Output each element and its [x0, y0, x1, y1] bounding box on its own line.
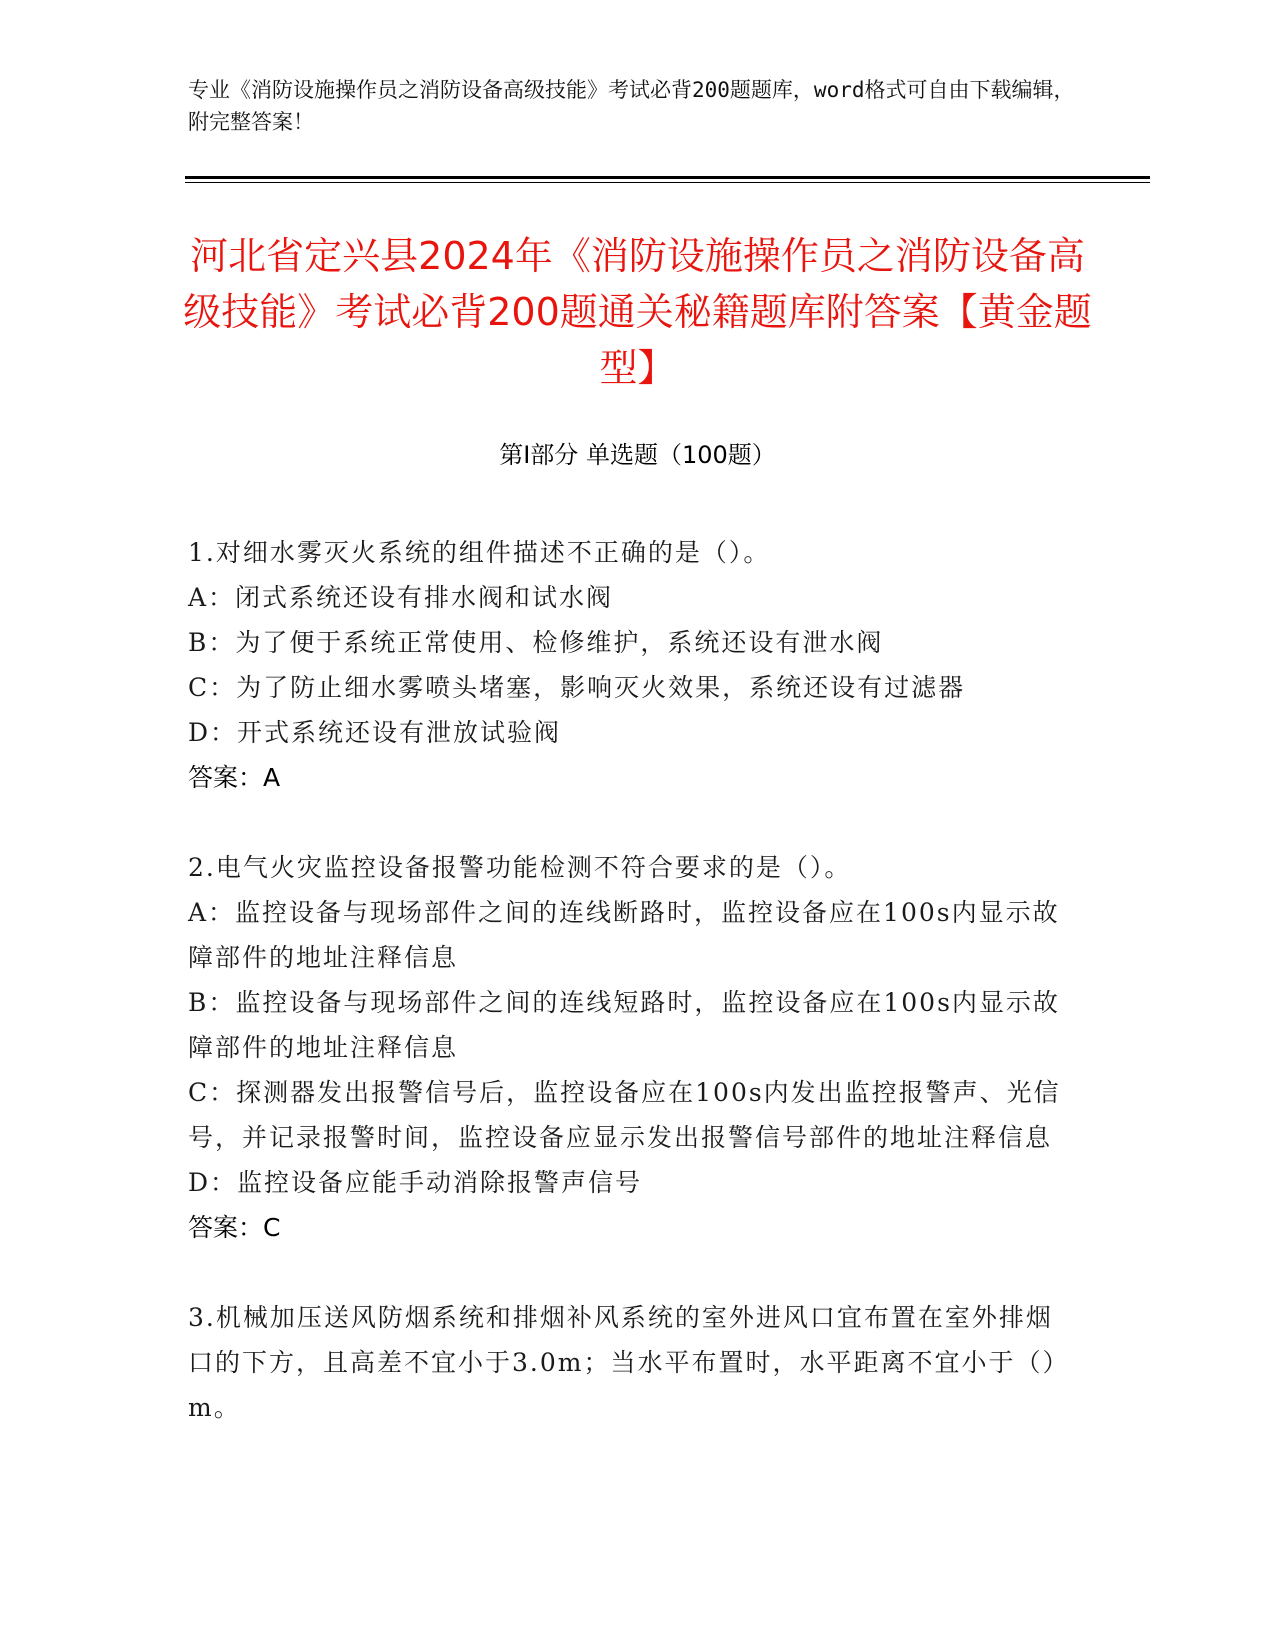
option-b: B：为了便于系统正常使用、检修维护，系统还设有泄水阀: [188, 628, 884, 657]
question-3: [188, 1295, 1068, 1430]
option-d: D：开式系统还设有泄放试验阀: [188, 718, 562, 747]
header-note: 专业《消防设施操作员之消防设备高级技能》考试必背200题题库，word格式可自由下载编辑，附完整答案！: [188, 78, 1075, 134]
option-d: D：监控设备应能手动消除报警声信号: [188, 1168, 643, 1197]
question-1: [188, 530, 1068, 800]
question-stem: 3.机械加压送风防烟系统和排烟补风系统的室外进风口宜布置在室外排烟口的下方，且高差不宜小于3.0m；当水平布置时，水平距离不宜小于（）m。: [188, 1303, 1057, 1422]
option-c: C：探测器发出报警信号后，监控设备应在100s内发出监控报警声、光信号，并记录报警时间，监控设备应显示发出报警信号部件的地址注释信息: [188, 1078, 1061, 1152]
header-divider-thick: [185, 176, 1150, 179]
answer-label: 答案：C: [188, 1213, 281, 1242]
question-stem: 1.对细水雾灭火系统的组件描述不正确的是（）。: [188, 538, 771, 567]
header-divider-thin: [185, 182, 1150, 183]
question-2: [188, 845, 1068, 1250]
document-title: 河北省定兴县2024年《消防设施操作员之消防设备高级技能》考试必背200题通关秘籍题库附答案【黄金题型】: [183, 234, 1092, 390]
question-list: [188, 530, 1068, 1475]
option-b: B：监控设备与现场部件之间的连线短路时，监控设备应在100s内显示故障部件的地址注释信息: [188, 988, 1060, 1062]
question-stem: 2.电气火灾监控设备报警功能检测不符合要求的是（）。: [188, 853, 852, 882]
option-a: A：监控设备与现场部件之间的连线断路时，监控设备应在100s内显示故障部件的地址注释信息: [188, 898, 1060, 972]
option-c: C：为了防止细水雾喷头堵塞，影响灭火效果，系统还设有过滤器: [188, 673, 966, 702]
option-a: A：闭式系统还设有排水阀和试水阀: [188, 583, 614, 612]
section-heading: 第I部分 单选题（100题）: [499, 441, 776, 469]
answer-label: 答案：A: [188, 763, 281, 792]
